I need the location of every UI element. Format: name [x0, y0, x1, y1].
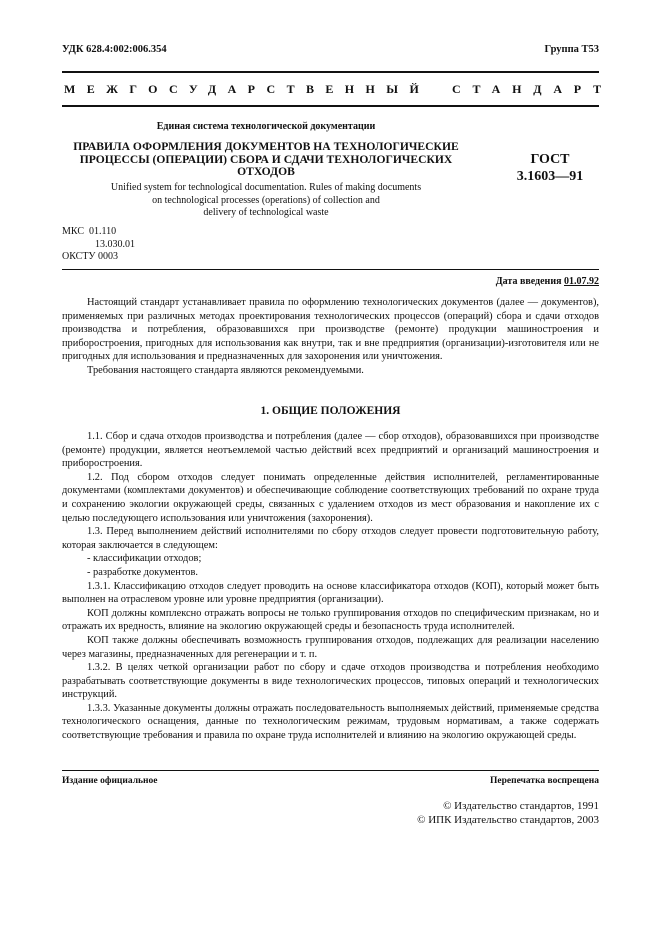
- udk-code: УДК 628.4:002:006.354: [62, 44, 167, 55]
- paragraph-1-3-3: 1.3.3. Указанные документы должны отражать последовательность выполняемых действий, применяемые средства технологического оснащения, данные по технологическим режимам, трудовым нормативам, а также содержать соответствующие требования и правила по охране труда исполнителей и влиянию на экологию окружающей среды.: [62, 702, 599, 742]
- okstu-code: ОКСТУ 0003: [62, 251, 119, 262]
- english-title: [62, 182, 470, 220]
- banner-bottom-rule: [62, 105, 599, 107]
- paragraph-1-3: 1.3. Перед выполнением действий исполнителями по сбору отходов следует провести подготовительную работу, которая заключается в следующем:: [62, 526, 599, 551]
- intro-paragraph: Требования настоящего стандарта являются рекомендуемыми.: [87, 364, 364, 376]
- paragraph-kop-1: КОП должны комплексно отражать вопросы не только группирования отходов по специфическим признакам, но и отражать их вредность, влияние на экологию окружающей среды и безопасность труда исполнителей.: [62, 607, 599, 633]
- copyright-line: © ИПК Издательство стандартов, 2003: [417, 814, 599, 826]
- group-code: Группа Т53: [544, 44, 599, 55]
- section-heading: 1. ОБЩИЕ ПОЛОЖЕНИЯ: [260, 405, 401, 417]
- intro-text: [62, 296, 599, 378]
- paragraph-1-2: 1.2. Под сбором отходов следует понимать определенные действия исполнителей, регламентированные документами (комплектами документов) и обеспечивающие соблюдение соответствующих требований по охране труда и сохранению экологии окружающей среды, связанных с удалением отходов из мест образования и накопление их с целью последующего использования или уничтожения (захоронения).: [62, 471, 599, 524]
- mks-code-1: 01.110: [88, 226, 117, 237]
- introduction-date-label: Дата введения: [495, 276, 562, 287]
- english-title-line: delivery of technological waste: [203, 207, 329, 218]
- classification-codes: [62, 226, 135, 264]
- banner-right: СТАНДАРТ: [452, 82, 613, 96]
- title-line: ОТХОДОВ: [237, 165, 295, 178]
- copyright-line: © Издательство стандартов, 1991: [443, 800, 599, 812]
- english-title-line: on technological processes (operations) of collection and: [152, 194, 380, 206]
- mks-label: МКС: [62, 226, 84, 237]
- gost-number: 3.1603—91: [516, 169, 584, 184]
- mks-code-2: 13.030.01: [95, 238, 135, 250]
- paragraph-1-3-2: 1.3.2. В целях четкой организации работ по сбору и сдаче отходов производства и потребления необходимо разрабатывать соответствующие документы в виде технологических процессов, типовых операций и технологических инструкций.: [62, 662, 599, 701]
- paragraph-1-3-1: 1.3.1. Классификацию отходов следует проводить на основе классификатора отходов (КОП), который может быть выполнен на отраслевом уровне или уровне предприятия (организации).: [62, 580, 599, 606]
- paragraph-kop-2: КОП также должны обеспечивать возможность группирования отходов, подлежащих для реализации населению через магазины, предназначенных для регенерации и т. п.: [62, 634, 599, 660]
- title-line: ПРАВИЛА ОФОРМЛЕНИЯ ДОКУМЕНТОВ НА ТЕХНОЛОГИЧЕСКИЕ: [73, 140, 459, 153]
- system-name: Единая система технологической документации: [156, 121, 376, 132]
- official-edition: Издание официальное: [62, 776, 158, 786]
- banner-top-rule: [62, 71, 599, 73]
- introduction-date: [496, 276, 599, 287]
- footer-rule: [62, 770, 599, 771]
- title-line: ПРОЦЕССЫ (ОПЕРАЦИИ) СБОРА И СДАЧИ ТЕХНОЛОГИЧЕСКИХ: [79, 152, 453, 166]
- banner-left: МЕЖГОСУДАРСТВЕННЫЙ: [64, 82, 431, 96]
- gost-label: ГОСТ: [530, 152, 570, 167]
- intro-paragraph: Настоящий стандарт устанавливает правила по оформлению технологических документов (далее — документов), применяемых при различных методах проектирования технологических процессов (операций) сбора и сдачи отходов производства и потребления, образовавшихся при производстве (ремонте) продукции машиностроения и приборостроения, пригодных для использования как внутри, так и вне предприятия (организации)-изготовителя или не пригодных для использования и предназначенных для захоронения или уничтожения.: [62, 297, 599, 363]
- reprint-prohibited: Перепечатка воспрещена: [489, 776, 599, 786]
- gost-designation: [505, 151, 595, 185]
- list-item: - классификации отходов;: [87, 553, 202, 565]
- codes-rule: [62, 269, 599, 270]
- list-item: - разработке документов.: [87, 566, 198, 578]
- paragraph-1-1: 1.1. Сбор и сдача отходов производства и потребления (далее — сбор отходов), образовавшихся при производстве (ремонте) продукции, является неотъемлемой частью действий всех предприятий и организаций машиностроения и приборостроения.: [62, 431, 599, 470]
- section-body: [62, 430, 599, 743]
- copyright-block: [417, 799, 599, 827]
- english-title-line: Unified system for technological documentation. Rules of making documents: [110, 182, 422, 193]
- document-title: [62, 141, 470, 179]
- introduction-date-value: 01.07.92: [564, 276, 599, 287]
